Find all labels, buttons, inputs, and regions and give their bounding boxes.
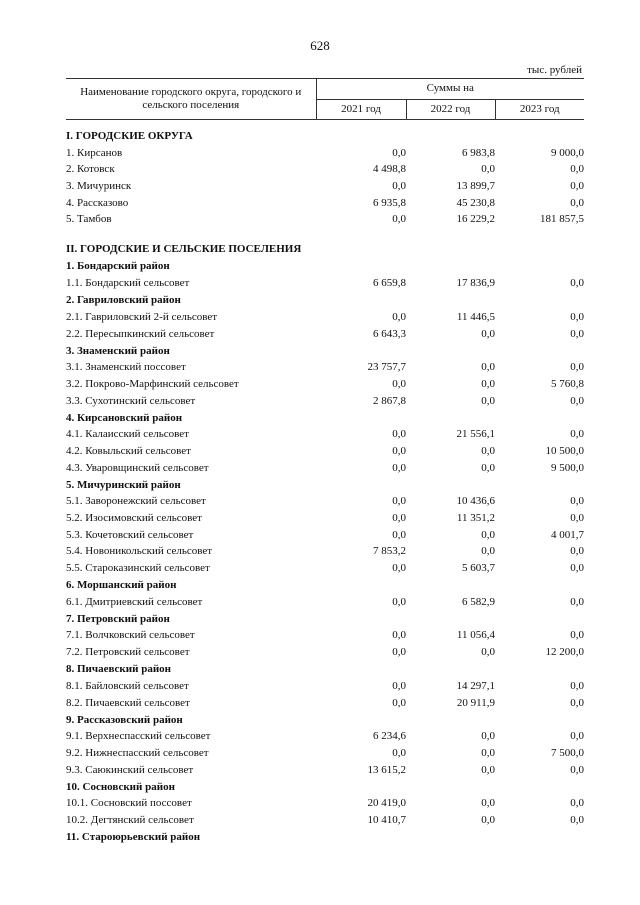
value-2022-cell: 0,0	[481, 730, 495, 743]
value-2022-cell: 5 603,7	[462, 562, 495, 575]
value-2021-cell: 0,0	[392, 595, 406, 608]
value-2021-cell: 0,0	[392, 562, 406, 575]
table-row	[66, 391, 584, 408]
value-2021-cell: 0,0	[392, 528, 406, 541]
value-2022-cell: 45 230,8	[456, 196, 495, 209]
value-2022-cell: 17 836,9	[456, 277, 495, 290]
table-row	[66, 143, 584, 160]
section-row	[66, 408, 584, 425]
value-2022-cell: 14 297,1	[456, 679, 495, 692]
value-2022-cell: 0,0	[481, 813, 495, 826]
value-2023-cell: 0,0	[570, 696, 585, 709]
value-2023-cell: 0,0	[570, 595, 585, 608]
table-row	[66, 492, 584, 509]
section-row	[66, 120, 584, 144]
value-2023-cell: 5 760,8	[551, 377, 585, 390]
section-title: 1. Бондарский район	[66, 260, 170, 273]
section-row	[66, 777, 584, 794]
value-2022-cell: 0,0	[481, 646, 495, 659]
value-2021-cell: 0,0	[392, 495, 406, 508]
value-2021-cell: 6 659,8	[373, 277, 406, 290]
value-2023-cell: 9 500,0	[551, 461, 585, 474]
value-2022-cell: 0,0	[481, 746, 495, 759]
column-header-sums: Суммы на	[316, 79, 584, 100]
value-2021-cell: 0,0	[392, 310, 406, 323]
value-2022-cell: 0,0	[481, 361, 495, 374]
row-name-cell: 3.2. Покрово-Марфинский сельсовет	[66, 377, 239, 390]
value-2021-cell: 0,0	[392, 428, 406, 441]
value-2023-cell: 0,0	[570, 679, 585, 692]
column-header-2021: 2021 год	[316, 99, 406, 120]
column-header-2022: 2022 год	[406, 99, 495, 120]
row-name-cell: 5.1. Заворонежский сельсовет	[66, 495, 206, 508]
row-name-cell: 4.2. Ковыльский сельсовет	[66, 444, 191, 457]
table-row	[66, 558, 584, 575]
section-title: 4. Кирсановский район	[66, 411, 183, 424]
page-number: 628	[310, 38, 330, 53]
value-2023-cell: 0,0	[570, 629, 585, 642]
value-2022-cell: 0,0	[481, 763, 495, 776]
row-name-cell: 6.1. Дмитриевский сельсовет	[66, 595, 203, 608]
table-row	[66, 210, 584, 227]
table-body	[66, 120, 584, 844]
value-2023-cell: 4 001,7	[551, 528, 585, 541]
value-2022-cell: 11 446,5	[456, 310, 495, 323]
value-2022-cell: 0,0	[481, 444, 495, 457]
value-2021-cell: 0,0	[392, 377, 406, 390]
row-name-cell: 1. Кирсанов	[66, 146, 123, 159]
row-name-cell: 5. Тамбов	[66, 213, 112, 226]
value-2022-cell: 6 582,9	[462, 595, 495, 608]
table-row	[66, 441, 584, 458]
section-row	[66, 827, 584, 844]
section-row	[66, 659, 584, 676]
table-row	[66, 374, 584, 391]
value-2022-cell: 0,0	[481, 163, 495, 176]
value-2022-cell: 10 436,6	[456, 495, 495, 508]
table-row	[66, 760, 584, 777]
value-2021-cell: 0,0	[392, 512, 406, 524]
value-2023-cell: 0,0	[570, 163, 585, 176]
value-2023-cell: 0,0	[570, 196, 585, 209]
row-name-cell: 2. Котовск	[66, 163, 115, 176]
value-2022-cell: 0,0	[481, 327, 495, 340]
value-2021-cell: 6 935,8	[373, 196, 406, 209]
row-name-cell: 9.3. Саюкинский сельсовет	[66, 763, 194, 776]
value-2023-cell: 0,0	[570, 562, 585, 575]
table-row	[66, 508, 584, 525]
table-row	[66, 425, 584, 442]
value-2021-cell: 4 498,8	[373, 163, 406, 176]
row-name-cell: 4.3. Уваровщинский сельсовет	[66, 461, 209, 474]
table-row	[66, 794, 584, 811]
value-2022-cell: 0,0	[481, 797, 495, 810]
row-name-cell: 3.3. Сухотинский сельсовет	[66, 394, 196, 407]
column-header-name: Наименование городского округа, городского и сельского поселения	[66, 79, 316, 120]
section-title: 11. Староюрьевский район	[66, 830, 201, 843]
table-row	[66, 810, 584, 827]
table-row	[66, 176, 584, 193]
table-row	[66, 642, 584, 659]
units-label: тыс. рублей	[527, 64, 582, 76]
value-2023-cell: 181 857,5	[540, 213, 585, 226]
value-2021-cell: 0,0	[392, 461, 406, 474]
value-2022-cell: 6 983,8	[462, 146, 495, 159]
section-row	[66, 290, 584, 307]
value-2023-cell: 12 200,0	[545, 646, 585, 659]
row-name-cell: 9.2. Нижнеспасский сельсовет	[66, 746, 209, 759]
section-row	[66, 575, 584, 592]
value-2023-cell: 0,0	[570, 813, 585, 826]
section-title: II. ГОРОДСКИЕ И СЕЛЬСКИЕ ПОСЕЛЕНИЯ	[66, 243, 302, 256]
value-2021-cell: 20 419,0	[367, 797, 406, 810]
section-row	[66, 256, 584, 273]
value-2021-cell: 0,0	[392, 679, 406, 692]
row-name-cell: 9.1. Верхнеспасский сельсовет	[66, 730, 211, 743]
value-2023-cell: 0,0	[570, 495, 585, 508]
table-header	[66, 79, 584, 120]
section-title: 5. Мичуринский район	[66, 478, 181, 491]
value-2021-cell: 6 234,6	[373, 730, 406, 743]
value-2021-cell: 0,0	[392, 746, 406, 759]
value-2022-cell: 13 899,7	[456, 180, 495, 193]
row-name-cell: 5.2. Изосимовский сельсовет	[66, 512, 202, 524]
value-2021-cell: 0,0	[392, 146, 406, 159]
value-2021-cell: 0,0	[392, 444, 406, 457]
value-2022-cell: 20 911,9	[456, 696, 495, 709]
section-row	[66, 710, 584, 727]
section-row	[66, 475, 584, 492]
value-2022-cell: 0,0	[481, 461, 495, 474]
value-2023-cell: 0,0	[570, 361, 585, 374]
value-2021-cell: 23 757,7	[367, 361, 406, 374]
row-name-cell: 8.1. Байловский сельсовет	[66, 679, 189, 692]
table-row	[66, 358, 584, 375]
value-2021-cell: 0,0	[392, 646, 406, 659]
value-2021-cell: 6 643,3	[373, 327, 406, 340]
row-name-cell: 4. Рассказово	[66, 196, 129, 209]
row-name-cell: 7.1. Волчковский сельсовет	[66, 629, 195, 642]
row-name-cell: 7.2. Петровский сельсовет	[66, 646, 190, 659]
value-2023-cell: 9 000,0	[551, 146, 585, 159]
row-name-cell: 3. Мичуринск	[66, 180, 132, 193]
table-row	[66, 193, 584, 210]
value-2022-cell: 0,0	[481, 545, 495, 558]
table-row	[66, 626, 584, 643]
table-row	[66, 676, 584, 693]
value-2023-cell: 0,0	[570, 327, 585, 340]
value-2021-cell: 7 853,2	[373, 545, 406, 558]
row-name-cell: 5.3. Кочетовский сельсовет	[66, 528, 194, 541]
value-2022-cell: 16 229,2	[456, 213, 495, 226]
table-row	[66, 307, 584, 324]
section-title: 3. Знаменский район	[66, 344, 170, 357]
value-2022-cell: 11 351,2	[456, 512, 495, 524]
table-row	[66, 273, 584, 290]
table-row	[66, 324, 584, 341]
column-header-2023: 2023 год	[495, 99, 584, 120]
value-2021-cell: 0,0	[392, 213, 406, 226]
value-2022-cell: 0,0	[481, 377, 495, 390]
value-2023-cell: 7 500,0	[551, 746, 585, 759]
table-row	[66, 542, 584, 559]
row-name-cell: 5.5. Староказинский сельсовет	[66, 562, 210, 575]
table-row	[66, 693, 584, 710]
value-2023-cell: 0,0	[570, 545, 585, 558]
section-row	[66, 341, 584, 358]
table-row	[66, 160, 584, 177]
row-name-cell: 3.1. Знаменский поссовет	[66, 361, 186, 374]
row-name-cell: 2.1. Гавриловский 2-й сельсовет	[66, 310, 218, 323]
row-name-cell: 10.1. Сосновский поссовет	[66, 797, 192, 810]
value-2023-cell: 0,0	[570, 394, 585, 407]
row-name-cell: 2.2. Пересыпкинский сельсовет	[66, 327, 215, 340]
value-2023-cell: 10 500,0	[545, 444, 585, 457]
table-row	[66, 458, 584, 475]
budget-table	[66, 78, 584, 844]
row-name-cell: 5.4. Новоникольский сельсовет	[66, 545, 213, 558]
section-row	[66, 609, 584, 626]
value-2022-cell: 11 056,4	[456, 629, 495, 642]
value-2023-cell: 0,0	[570, 763, 585, 776]
row-name-cell: 4.1. Калаисский сельсовет	[66, 428, 189, 441]
value-2023-cell: 0,0	[570, 310, 585, 323]
value-2023-cell: 0,0	[570, 180, 585, 193]
value-2023-cell: 0,0	[570, 277, 585, 290]
value-2021-cell: 10 410,7	[367, 813, 406, 826]
section-title: 6. Моршанский район	[66, 579, 177, 592]
value-2021-cell: 0,0	[392, 696, 406, 709]
table-row	[66, 525, 584, 542]
section-title: 7. Петровский район	[66, 612, 170, 625]
value-2023-cell: 0,0	[570, 730, 585, 743]
table-row	[66, 592, 584, 609]
value-2023-cell: 0,0	[570, 512, 585, 524]
section-title: 8. Пичаевский район	[66, 663, 171, 676]
value-2021-cell: 0,0	[392, 629, 406, 642]
row-name-cell: 8.2. Пичаевский сельсовет	[66, 696, 190, 709]
section-title: 10. Сосновский район	[66, 780, 175, 793]
row-name-cell: 1.1. Бондарский сельсовет	[66, 277, 190, 290]
value-2021-cell: 2 867,8	[373, 394, 406, 407]
row-name-cell: 10.2. Дегтянский сельсовет	[66, 813, 194, 826]
value-2022-cell: 0,0	[481, 394, 495, 407]
value-2021-cell: 13 615,2	[367, 763, 406, 776]
value-2022-cell: 21 556,1	[456, 428, 495, 441]
section-title: 9. Рассказовский район	[66, 713, 183, 726]
section-row	[66, 226, 584, 256]
value-2022-cell: 0,0	[481, 528, 495, 541]
table-row	[66, 727, 584, 744]
section-title: I. ГОРОДСКИЕ ОКРУГА	[66, 130, 193, 142]
value-2023-cell: 0,0	[570, 428, 585, 441]
value-2023-cell: 0,0	[570, 797, 585, 810]
table-row	[66, 743, 584, 760]
section-title: 2. Гавриловский район	[66, 294, 181, 307]
value-2021-cell: 0,0	[392, 180, 406, 193]
